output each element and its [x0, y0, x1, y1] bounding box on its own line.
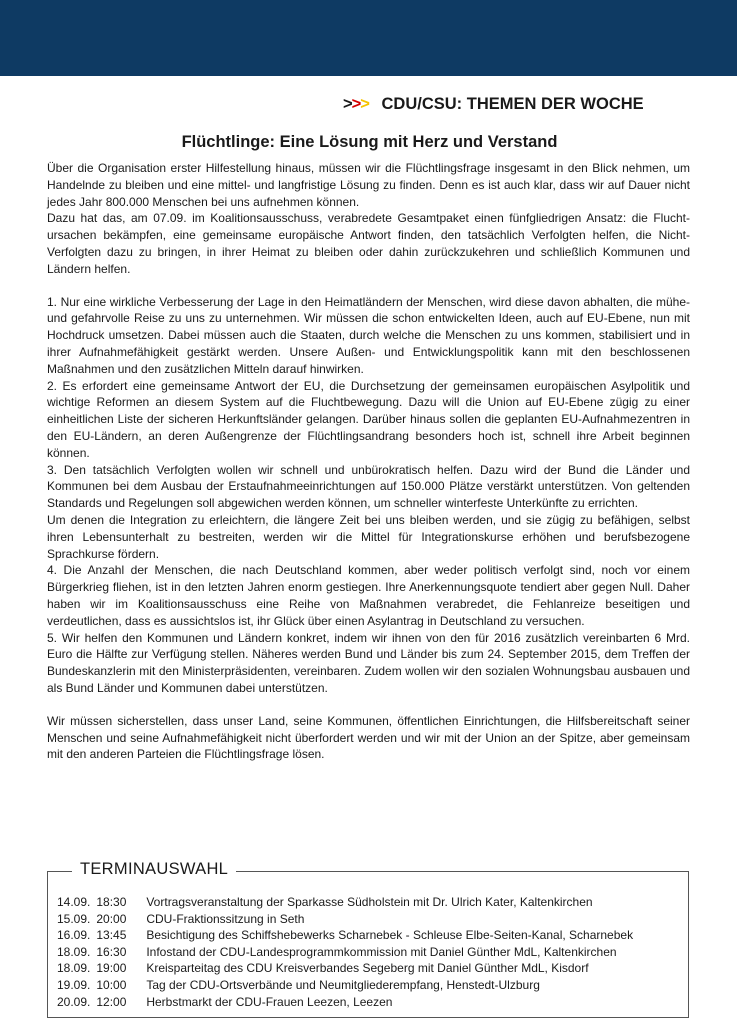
article-paragraph: Über die Organisation erster Hilfestellung hinaus, müssen wir die Flüchtlingsfrage insgesamt in den Blick nehmen, um Handelnde zu bleiben und eine mittel- und langfristige Lösung zu finden. Denn es ist auch klar, dass wir auf Dauer nicht jedes Jahr 800.000 Menschen bei uns aufnehmen können. — [47, 161, 690, 209]
article-point: 4. Die Anzahl der Menschen, die nach Deutschland kommen, aber weder politisch verfolgt sind, noch vor einem Bürgerkrieg fliehen, ist in den letzten Jahren enorm gestiegen. Ihre Anerkennungsquote tendiert aber gegen Null. Daher haben wir im Koalitionsausschuss eine Reihe von Maßnahmen verabredet, die Fehlanreize beseitigen und verdeutlichen, dass es aussichtslos ist, ihr Glück über einen Asylantrag in Deutschland zu versuchen. — [47, 563, 690, 628]
termin-time: 12:00 — [96, 994, 127, 1009]
termin-row — [57, 894, 633, 911]
article-headline: Flüchtlinge: Eine Lösung mit Herz und Verstand — [181, 133, 558, 151]
article-paragraph: Dazu hat das, am 07.09. im Koalitionsausschuss, verabredete Gesamtpaket einen fünfgliedrigen Ansatz: die Flucht-ursachen bekämpfen, eine gemeinsame europäische Antwort finden, den tatsächlich Verfolgten helfen, die Nicht-Verfolgten dazu zu bringen, in ihrer Heimat zu bleiben oder dahin zurückzukehren und schließlich Kommunen und Ländern helfen. — [47, 211, 690, 276]
termin-text: Herbstmarkt der CDU-Frauen Leezen, Leezen — [146, 994, 393, 1009]
termin-text: Kreisparteitag des CDU Kreisverbandes Segeberg mit Daniel Günther MdL, Kisdorf — [146, 961, 589, 976]
termin-text: Tag der CDU-Ortsverbände und Neumitgliederempfang, Henstedt-Ulzburg — [146, 977, 540, 992]
article-point: 2. Es erfordert eine gemeinsame Antwort der EU, die Durchsetzung der gemeinsamen europäischen Asylpolitik und wichtige Reformen an diesem System auf die Fluchtbewegung. Dazu will die Union auf EU-Ebene zügig zu einer einheitlichen Liste der sicheren Herkunftsländer gelangen. Darüber hinaus sollen die geplanten EU-Aufnahmezentren in den EU-Ländern, an deren Außengrenze der Flüchtlingsandrang besonders hoch ist, schnell ihre Arbeit beginnen können. — [47, 378, 690, 460]
header-band — [0, 0, 737, 76]
termin-time: 13:45 — [96, 928, 127, 943]
termin-time: 19:00 — [96, 961, 127, 976]
termin-date: 18.09. — [57, 944, 91, 959]
chevron-icon: >>> — [343, 95, 369, 113]
termin-time: 18:30 — [96, 895, 127, 909]
termin-date: 19.09. — [57, 977, 91, 992]
termin-date: 14.09. — [57, 895, 91, 909]
termin-text: Vortragsveranstaltung der Sparkasse Südholstein mit Dr. Ulrich Kater, Kaltenkirchen — [146, 895, 593, 909]
termin-date: 18.09. — [57, 961, 91, 976]
termin-date: 16.09. — [57, 928, 91, 943]
section-header — [343, 95, 644, 114]
article-point: 3. Den tatsächlich Verfolgten wollen wir schnell und unbürokratisch helfen. Dazu wird der Bund die Länder und Kommunen bei dem Ausbau der Erstaufnahmeeinrichtungen auf 150.000 Plätze verstärkt unterstützen. Von geltenden Standards und Regelungen soll abgewichen werden können, um schneller winterfeste Unterkünfte zu errichten. — [47, 462, 690, 511]
termin-text: CDU-Fraktionssitzung in Seth — [146, 911, 305, 926]
article-body — [47, 160, 690, 763]
termin-row — [57, 960, 633, 977]
termin-box — [47, 860, 689, 1018]
termin-text: Besichtigung des Schiffshebewerks Scharnebek - Schleuse Elbe-Seiten-Kanal, Scharnebek — [146, 928, 634, 943]
termin-list — [57, 894, 633, 1010]
termin-text: Infostand der CDU-Landesprogrammkommission mit Daniel Günther MdL, Kaltenkirchen — [146, 944, 617, 959]
termin-row — [57, 977, 633, 994]
article-point: Um denen die Integration zu erleichtern, die längere Zeit bei uns bleiben werden, und sie zügig zu befähigen, selbst ihren Lebensunterhalt zu bestreiten, werden wir die Mittel für Integrationskurse erhöhen und berufsbezogene Sprachkurse fördern. — [47, 512, 690, 561]
termin-time: 10:00 — [96, 977, 127, 992]
termin-time: 16:30 — [96, 944, 127, 959]
termin-row — [57, 994, 633, 1011]
article-closing: Wir müssen sicherstellen, dass unser Land, seine Kommunen, öffentlichen Einrichtungen, die Hilfsbereitschaft seiner Menschen und seine Aufnahmefähigkeit nicht überfordert werden und wir mit der Union an der Spitze, aber gemeinsam mit den anderen Parteien die Flüchtlingsfrage lösen. — [47, 713, 690, 762]
termin-row — [57, 944, 633, 961]
termin-time: 20:00 — [96, 911, 127, 926]
termin-date: 15.09. — [57, 911, 91, 926]
termin-row — [57, 911, 633, 928]
termin-date: 20.09. — [57, 994, 91, 1009]
termin-row — [57, 927, 633, 944]
termin-title: TERMINAUSWAHL — [72, 860, 236, 879]
article-point: 1. Nur eine wirkliche Verbesserung der Lage in den Heimatländern der Menschen, wird diese davon abhalten, die mühe- und gefahrvolle Reise zu uns zu unternehmen. Wir müssen die schon entwickelten Ideen, auch auf EU-Ebene, nun mit Hochdruck umsetzen. Dabei müssen auch die Staaten, durch welche die Menschen zu uns kommen, stabilisiert und in ihrer Aufnahmefähigkeit gestärkt werden. Unsere Außen- und Entwicklungspolitik kann mit den beschlossenen Maßnahmen und den zusätzlichen Mitteln darauf hinwirken. — [47, 294, 690, 376]
section-title: CDU/CSU: THEMEN DER WOCHE — [381, 95, 644, 113]
article-point: 5. Wir helfen den Kommunen und Ländern konkret, indem wir ihnen von den für 2016 zusätzlich vereinbarten 6 Mrd. Euro die Hälfte zur Verfügung stellen. Näheres werden Bund und Länder bis zum 24. September 2015, dem Treffen der Bundeskanzlerin mit den Ministerpräsidenten, vereinbaren. Zudem wollen wir den sozialen Wohnungsbau ausbauen und als Bund Länder und Kommunen dabei unterstützen. — [47, 630, 690, 695]
